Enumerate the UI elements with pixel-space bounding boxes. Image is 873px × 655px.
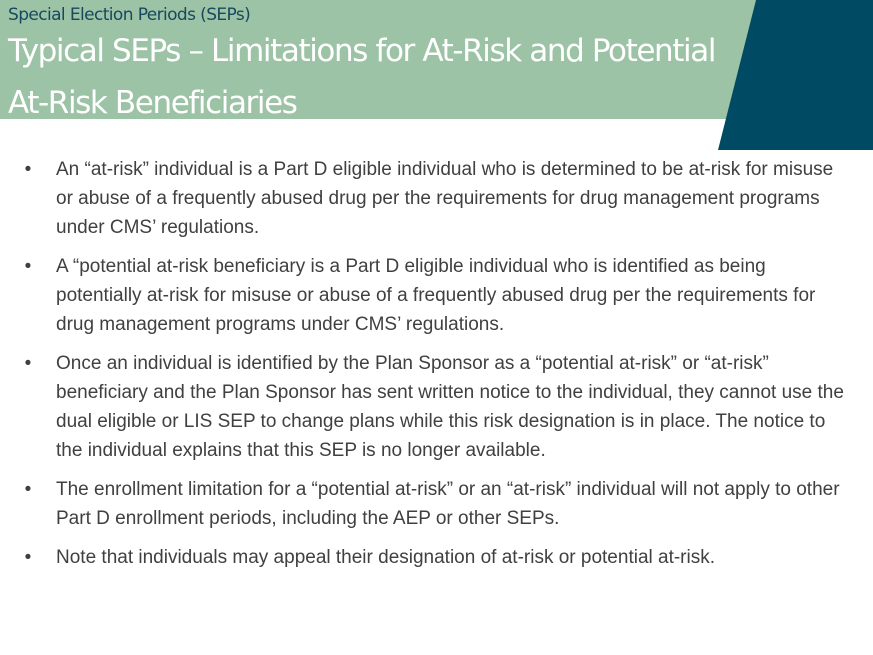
bullet-item-at-risk-definition [22, 155, 852, 242]
bullet-marker: • [24, 159, 32, 180]
bullet-marker: • [24, 479, 32, 500]
section-label: Special Election Periods (SEPs) [8, 5, 251, 25]
bullet-list [22, 155, 852, 582]
bullet-item-appeal-note [22, 543, 852, 572]
slide-title: Typical SEPs – Limitations for At-Risk and Potential At-Risk Beneficiaries [8, 33, 716, 121]
bullet-text: Once an individual is identified by the Plan Sponsor as a “potential at-risk” or “at-risk” beneficiary and the Plan Sponsor has sent written notice to the individual, they cannot use the dual eligible or LIS SEP to change plans while this risk designation is in place. The notice to the individual explains that this SEP is no longer available. [56, 353, 844, 461]
bullet-text: The enrollment limitation for a “potential at-risk” or an “at-risk” individual will not apply to other Part D enrollment periods, including the AEP or other SEPs. [56, 479, 840, 529]
bullet-text: A “potential at-risk beneficiary is a Part D eligible individual who is identified as being potentially at-risk for misuse or abuse of a frequently abused drug per the requirements for drug management programs under CMS’ regulations. [56, 256, 816, 335]
bullet-marker: • [24, 256, 32, 277]
bullet-item-enrollment-limitation [22, 475, 852, 533]
bullet-item-potential-at-risk-definition [22, 252, 852, 339]
bullet-item-sep-restriction [22, 349, 852, 465]
bullet-text: An “at-risk” individual is a Part D eligible individual who is determined to be at-risk for misuse or abuse of a frequently abused drug per the requirements for drug management programs under CMS’ regulations. [56, 159, 834, 238]
bullet-text: Note that individuals may appeal their designation of at-risk or potential at-risk. [56, 547, 716, 568]
bullet-marker: • [24, 353, 32, 374]
bullet-marker: • [24, 547, 32, 568]
